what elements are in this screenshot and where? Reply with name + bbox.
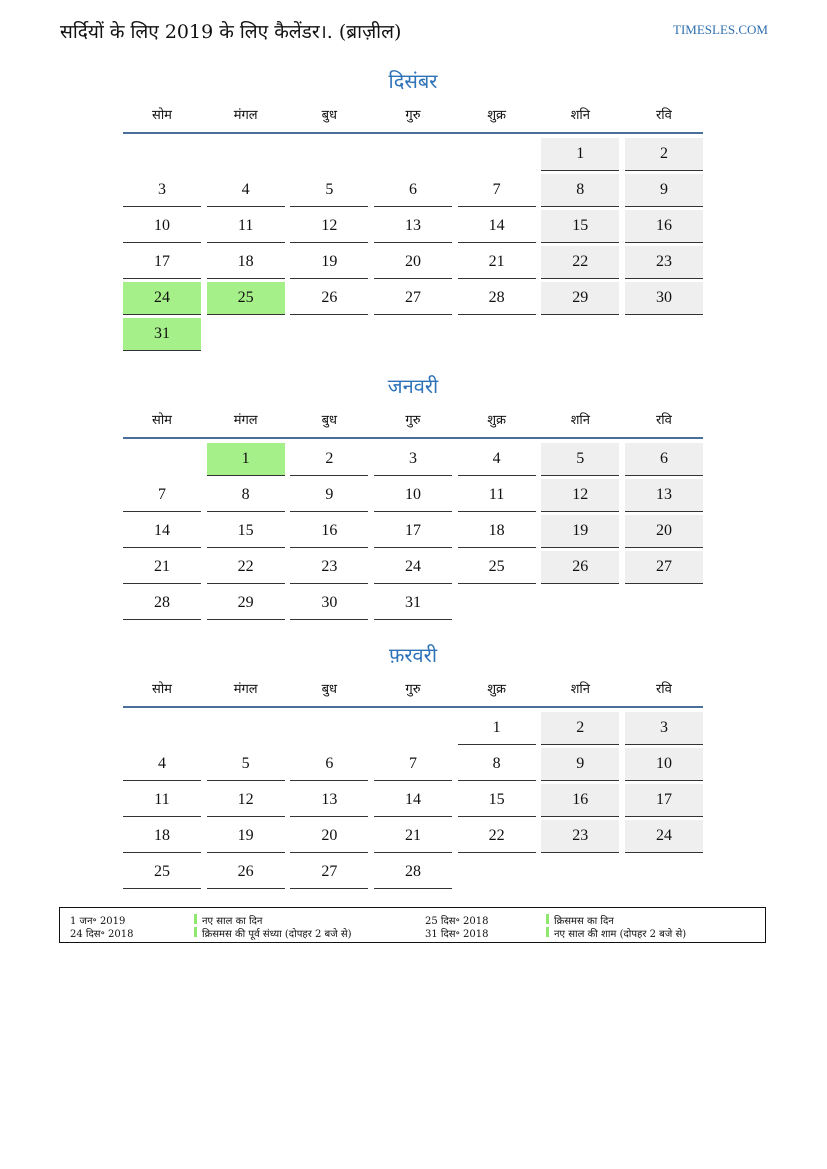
day-cell: 13 (290, 784, 368, 817)
empty-cell (123, 712, 201, 744)
weekday-label: शुक्र (487, 682, 507, 697)
empty-cell (374, 712, 452, 744)
day-cell: 9 (625, 174, 703, 207)
weekday-label: गुरु (405, 108, 421, 123)
month-title: फ़रवरी (388, 643, 438, 667)
day-cell: 26 (290, 282, 368, 315)
day-cell: 2 (541, 712, 619, 745)
day-cell: 3 (625, 712, 703, 745)
day-cell: 30 (290, 587, 368, 620)
day-cell: 22 (458, 820, 536, 853)
weekday-label: शुक्र (487, 413, 507, 428)
day-cell: 29 (541, 282, 619, 315)
day-cell: 9 (541, 748, 619, 781)
day-cell: 8 (207, 479, 285, 512)
day-cell: 24 (123, 282, 201, 315)
weekday-label: रवि (655, 108, 672, 123)
day-cell: 12 (541, 479, 619, 512)
day-cell: 16 (625, 210, 703, 243)
day-cell: 5 (207, 748, 285, 781)
month-title: दिसंबर (388, 69, 438, 93)
day-grid (123, 443, 703, 623)
day-cell: 1 (541, 138, 619, 171)
weekday-label: गुरु (405, 413, 421, 428)
month-february (123, 640, 703, 892)
weekday-header (123, 411, 703, 439)
day-cell: 4 (123, 748, 201, 781)
page-title: सर्दियों के लिए 2019 के लिए कैलेंडर।. (ब्राज़ील) (60, 21, 402, 43)
day-cell: 6 (625, 443, 703, 476)
day-cell: 27 (290, 856, 368, 889)
day-cell: 31 (374, 587, 452, 620)
day-cell: 10 (625, 748, 703, 781)
month-title: जनवरी (387, 374, 439, 398)
day-cell: 23 (541, 820, 619, 853)
day-cell: 24 (625, 820, 703, 853)
day-cell: 22 (207, 551, 285, 584)
legend-date: 24 दिस॰ 2018 (70, 929, 134, 940)
day-cell: 10 (374, 479, 452, 512)
day-cell: 14 (374, 784, 452, 817)
holiday-marker (194, 927, 197, 937)
day-grid (123, 712, 703, 892)
day-cell: 13 (374, 210, 452, 243)
day-cell: 30 (625, 282, 703, 315)
weekday-label: मंगल (233, 108, 258, 123)
day-cell: 5 (290, 174, 368, 207)
day-cell: 8 (458, 748, 536, 781)
day-cell: 25 (458, 551, 536, 584)
day-cell: 20 (625, 515, 703, 548)
day-cell: 18 (458, 515, 536, 548)
day-cell: 16 (290, 515, 368, 548)
legend-holiday-name: क्रिसमस की पूर्व संध्या (दोपहर 2 बजे से) (202, 929, 352, 940)
day-cell: 17 (374, 515, 452, 548)
day-cell: 13 (625, 479, 703, 512)
weekday-label: मंगल (233, 413, 258, 428)
day-cell: 27 (374, 282, 452, 315)
empty-cell (290, 138, 368, 170)
day-cell: 3 (374, 443, 452, 476)
legend-holiday-name: नए साल का दिन (202, 916, 263, 927)
weekday-header (123, 680, 703, 708)
day-cell: 18 (207, 246, 285, 279)
empty-cell (123, 138, 201, 170)
weekday-label: मंगल (233, 682, 258, 697)
day-cell: 10 (123, 210, 201, 243)
empty-cell (207, 712, 285, 744)
day-cell: 12 (290, 210, 368, 243)
day-cell: 26 (207, 856, 285, 889)
holiday-marker (546, 927, 549, 937)
day-cell: 7 (374, 748, 452, 781)
day-grid (123, 138, 703, 354)
day-cell: 23 (290, 551, 368, 584)
empty-cell (374, 138, 452, 170)
month-january (123, 371, 703, 623)
day-cell: 31 (123, 318, 201, 351)
day-cell: 11 (458, 479, 536, 512)
day-cell: 29 (207, 587, 285, 620)
day-cell: 2 (290, 443, 368, 476)
day-cell: 25 (207, 282, 285, 315)
legend-date: 1 जन॰ 2019 (70, 916, 126, 927)
day-cell: 1 (458, 712, 536, 745)
day-cell: 3 (123, 174, 201, 207)
legend-holiday-name: नए साल की शाम (दोपहर 2 बजे से) (554, 929, 687, 940)
day-cell: 28 (123, 587, 201, 620)
day-cell: 22 (541, 246, 619, 279)
day-cell: 7 (458, 174, 536, 207)
day-cell: 28 (374, 856, 452, 889)
day-cell: 21 (123, 551, 201, 584)
day-cell: 12 (207, 784, 285, 817)
day-cell: 6 (290, 748, 368, 781)
weekday-header (123, 106, 703, 134)
day-cell: 6 (374, 174, 452, 207)
weekday-label: शनि (570, 108, 590, 123)
weekday-label: सोम (152, 682, 172, 697)
day-cell: 8 (541, 174, 619, 207)
weekday-label: रवि (655, 413, 672, 428)
day-cell: 23 (625, 246, 703, 279)
day-cell: 20 (290, 820, 368, 853)
day-cell: 15 (541, 210, 619, 243)
day-cell: 15 (458, 784, 536, 817)
weekday-label: बुध (321, 413, 338, 428)
day-cell: 19 (207, 820, 285, 853)
day-cell: 15 (207, 515, 285, 548)
day-cell: 4 (458, 443, 536, 476)
day-cell: 19 (290, 246, 368, 279)
day-cell: 17 (625, 784, 703, 817)
day-cell: 2 (625, 138, 703, 171)
day-cell: 11 (207, 210, 285, 243)
day-cell: 25 (123, 856, 201, 889)
day-cell: 18 (123, 820, 201, 853)
month-december (123, 66, 703, 354)
weekday-label: सोम (152, 108, 172, 123)
holiday-marker (194, 914, 197, 924)
day-cell: 14 (458, 210, 536, 243)
day-cell: 24 (374, 551, 452, 584)
day-cell: 9 (290, 479, 368, 512)
legend-date: 25 दिस॰ 2018 (425, 916, 489, 927)
day-cell: 1 (207, 443, 285, 476)
weekday-label: शुक्र (487, 108, 507, 123)
weekday-label: रवि (655, 682, 672, 697)
day-cell: 16 (541, 784, 619, 817)
holiday-legend (59, 907, 766, 943)
day-cell: 14 (123, 515, 201, 548)
site-name[interactable]: TIMESLES.COM (673, 22, 768, 37)
day-cell: 28 (458, 282, 536, 315)
day-cell: 17 (123, 246, 201, 279)
weekday-label: शनि (570, 413, 590, 428)
empty-cell (207, 138, 285, 170)
day-cell: 4 (207, 174, 285, 207)
holiday-marker (546, 914, 549, 924)
weekday-label: बुध (321, 682, 338, 697)
legend-holiday-name: क्रिसमस का दिन (554, 916, 614, 927)
legend-date: 31 दिस॰ 2018 (425, 929, 489, 940)
weekday-label: शनि (570, 682, 590, 697)
empty-cell (123, 443, 201, 475)
day-cell: 21 (458, 246, 536, 279)
day-cell: 5 (541, 443, 619, 476)
day-cell: 20 (374, 246, 452, 279)
weekday-label: गुरु (405, 682, 421, 697)
empty-cell (290, 712, 368, 744)
day-cell: 11 (123, 784, 201, 817)
empty-cell (458, 138, 536, 170)
day-cell: 27 (625, 551, 703, 584)
day-cell: 19 (541, 515, 619, 548)
weekday-label: बुध (321, 108, 338, 123)
day-cell: 21 (374, 820, 452, 853)
weekday-label: सोम (152, 413, 172, 428)
day-cell: 26 (541, 551, 619, 584)
day-cell: 7 (123, 479, 201, 512)
